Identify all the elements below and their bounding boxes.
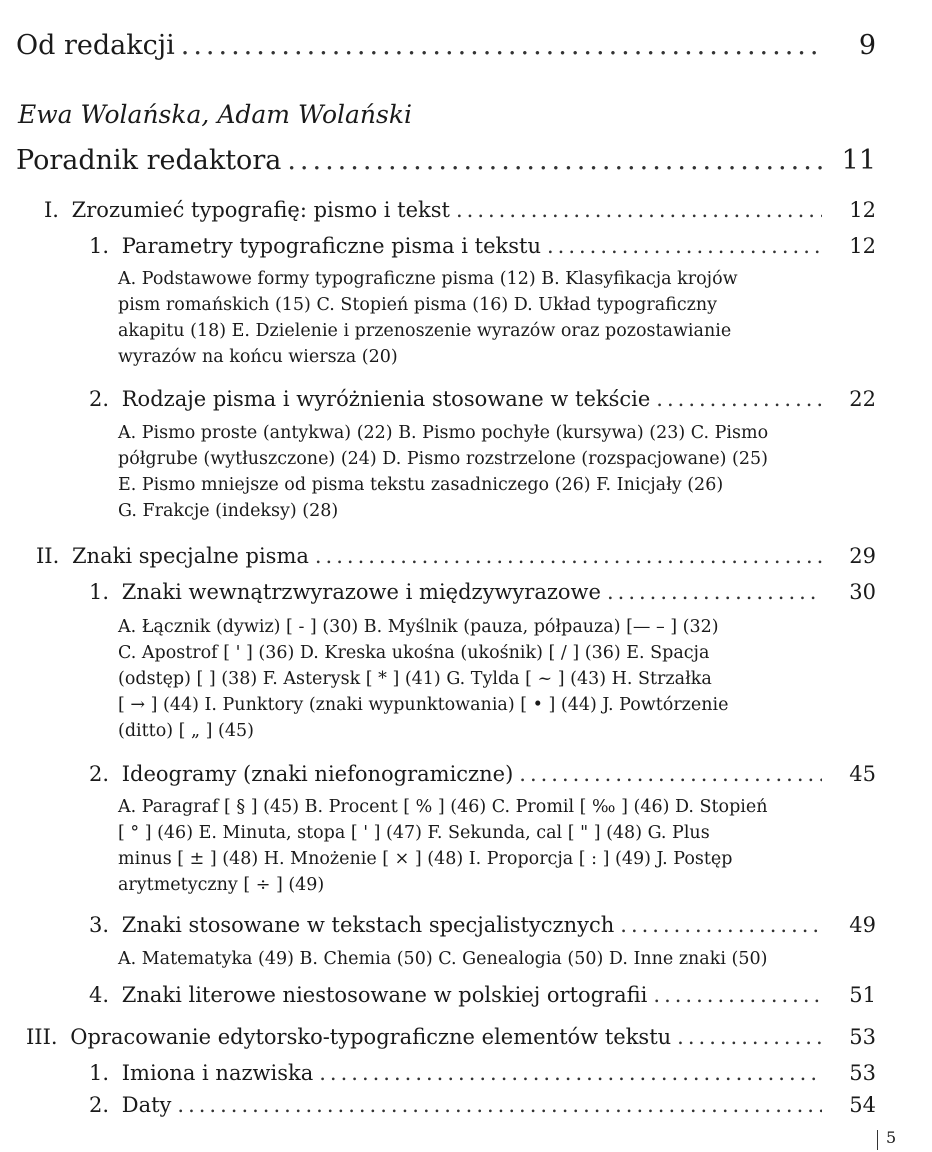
toc-entry-part-1[interactable]	[44, 198, 828, 222]
toc-entry-1-1[interactable]	[89, 234, 828, 258]
description-line: (odstęp) [ ] (38) F. Asterysk [ * ] (41) G. Tylda [ ~ ] (43) H. Strzałka	[118, 669, 712, 689]
entry-title: Imiona i nazwiska	[121, 1061, 314, 1085]
section-number: 3.	[89, 913, 110, 937]
leader-dots	[287, 145, 822, 176]
leader-dots	[607, 580, 822, 604]
leader-dots	[181, 30, 822, 61]
section-number: 2.	[89, 387, 110, 411]
description-line: A. Pismo proste (antykwa) (22) B. Pismo pochyłe (kursywa) (23) C. Pismo	[118, 423, 769, 443]
toc-entry-1-2[interactable]	[89, 387, 828, 411]
page-number: 45	[849, 762, 876, 786]
leader-dots	[177, 1093, 822, 1117]
entry-title: Znaki wewnątrzwyrazowe i międzywyrazowe	[121, 580, 601, 604]
leader-dots	[547, 234, 822, 258]
page-number: 30	[849, 580, 876, 604]
leader-dots	[315, 544, 822, 568]
section-number: 2.	[89, 1093, 110, 1117]
toc-entry-part-3[interactable]	[26, 1025, 828, 1049]
section-description	[118, 946, 818, 972]
description-line: [ ° ] (46) E. Minuta, stopa [ ' ] (47) F. Sekunda, cal [ " ] (48) G. Plus	[118, 823, 710, 843]
section-number: 4.	[89, 983, 110, 1007]
description-line: A. Matematyka (49) B. Chemia (50) C. Genealogia (50) D. Inne znaki (50)	[118, 949, 768, 969]
entry-title: Znaki stosowane w tekstach specjalistycznych	[121, 913, 615, 937]
toc-entry-2-4[interactable]	[89, 983, 828, 1007]
entry-title: Znaki specjalne pisma	[71, 544, 309, 568]
description-line: A. Podstawowe formy typograficzne pisma (12) B. Klasyfikacja krojów	[118, 269, 738, 289]
authors: Ewa Wolańska, Adam Wolański	[18, 100, 412, 129]
page-number: 12	[849, 234, 876, 258]
section-description	[118, 794, 818, 898]
page-number: 22	[849, 387, 876, 411]
description-line: E. Pismo mniejsze od pisma tekstu zasadniczego (26) F. Inicjały (26)	[118, 475, 724, 495]
leader-dots	[319, 1061, 822, 1085]
description-line: (ditto) [ „ ] (45)	[118, 721, 254, 741]
description-line: arytmetyczny [ ÷ ] (49)	[118, 875, 325, 895]
page-number: 11	[841, 145, 876, 176]
part-number: III.	[26, 1025, 58, 1049]
page-number: 12	[849, 198, 876, 222]
section-description	[118, 266, 818, 370]
section-description	[118, 420, 818, 524]
toc-entry-2-3[interactable]	[89, 913, 828, 937]
section-number: 1.	[89, 580, 110, 604]
toc-entry-2-2[interactable]	[89, 762, 828, 786]
description-line: pism romańskich (15) C. Stopień pisma (16) D. Układ typograficzny	[118, 295, 717, 315]
page-number: 29	[849, 544, 876, 568]
section-number: 2.	[89, 762, 110, 786]
leader-dots	[653, 983, 822, 1007]
description-line: C. Apostrof [ ' ] (36) D. Kreska ukośna (ukośnik) [ / ] (36) E. Spacja	[118, 643, 710, 663]
page-number: 9	[858, 30, 876, 61]
folio-page-number: 5	[886, 1128, 897, 1147]
section-description	[118, 614, 818, 744]
page-number: 54	[849, 1093, 876, 1117]
section-number: 1.	[89, 234, 110, 258]
toc-entry-front[interactable]	[16, 30, 828, 61]
entry-title: Zrozumieć typografię: pismo i tekst	[71, 198, 450, 222]
part-number: I.	[44, 198, 59, 222]
description-line: A. Paragraf [ § ] (45) B. Procent [ % ] (46) C. Promil [ ‰ ] (46) D. Stopień	[118, 797, 768, 817]
toc-entry-3-1[interactable]	[89, 1061, 828, 1085]
entry-title: Znaki literowe niestosowane w polskiej ortografii	[121, 983, 648, 1007]
description-line: akapitu (18) E. Dzielenie i przenoszenie wyrazów oraz pozostawianie	[118, 321, 732, 341]
entry-title: Rodzaje pisma i wyróżnienia stosowane w tekście	[121, 387, 651, 411]
description-line: A. Łącznik (dywiz) [ - ] (30) B. Myślnik (pauza, półpauza) [— – ] (32)	[118, 617, 719, 637]
description-line: minus [ ± ] (48) H. Mnożenie [ × ] (48) I. Proporcja [ : ] (49) J. Postęp	[118, 849, 733, 869]
leader-dots	[677, 1025, 822, 1049]
leader-dots	[456, 198, 822, 222]
section-number: 1.	[89, 1061, 110, 1085]
leader-dots	[620, 913, 822, 937]
part-number: II.	[36, 544, 60, 568]
entry-title: Parametry typograficzne pisma i tekstu	[121, 234, 541, 258]
toc-entry-2-1[interactable]	[89, 580, 828, 604]
entry-title: Opracowanie edytorsko-typograficzne elementów tekstu	[70, 1025, 672, 1049]
entry-title: Ideogramy (znaki niefonogramiczne)	[121, 762, 514, 786]
leader-dots	[656, 387, 822, 411]
page-number: 49	[849, 913, 876, 937]
toc-entry-main[interactable]	[16, 145, 828, 176]
description-line: półgrube (wytłuszczone) (24) D. Pismo rozstrzelone (rozspacjowane) (25)	[118, 449, 768, 469]
folio-rule	[877, 1130, 878, 1150]
page-number: 51	[849, 983, 876, 1007]
toc-entry-part-2[interactable]	[36, 544, 828, 568]
entry-title: Od redakcji	[16, 30, 175, 61]
toc-entry-3-2[interactable]	[89, 1093, 828, 1117]
description-line: wyrazów na końcu wiersza (20)	[118, 347, 398, 367]
entry-title: Daty	[121, 1093, 172, 1117]
leader-dots	[519, 762, 822, 786]
description-line: G. Frakcje (indeksy) (28)	[118, 501, 339, 521]
entry-title: Poradnik redaktora	[16, 145, 282, 176]
description-line: [ → ] (44) I. Punktory (znaki wypunktowania) [ • ] (44) J. Powtórzenie	[118, 695, 729, 715]
page-number: 53	[849, 1025, 876, 1049]
page-number: 53	[849, 1061, 876, 1085]
